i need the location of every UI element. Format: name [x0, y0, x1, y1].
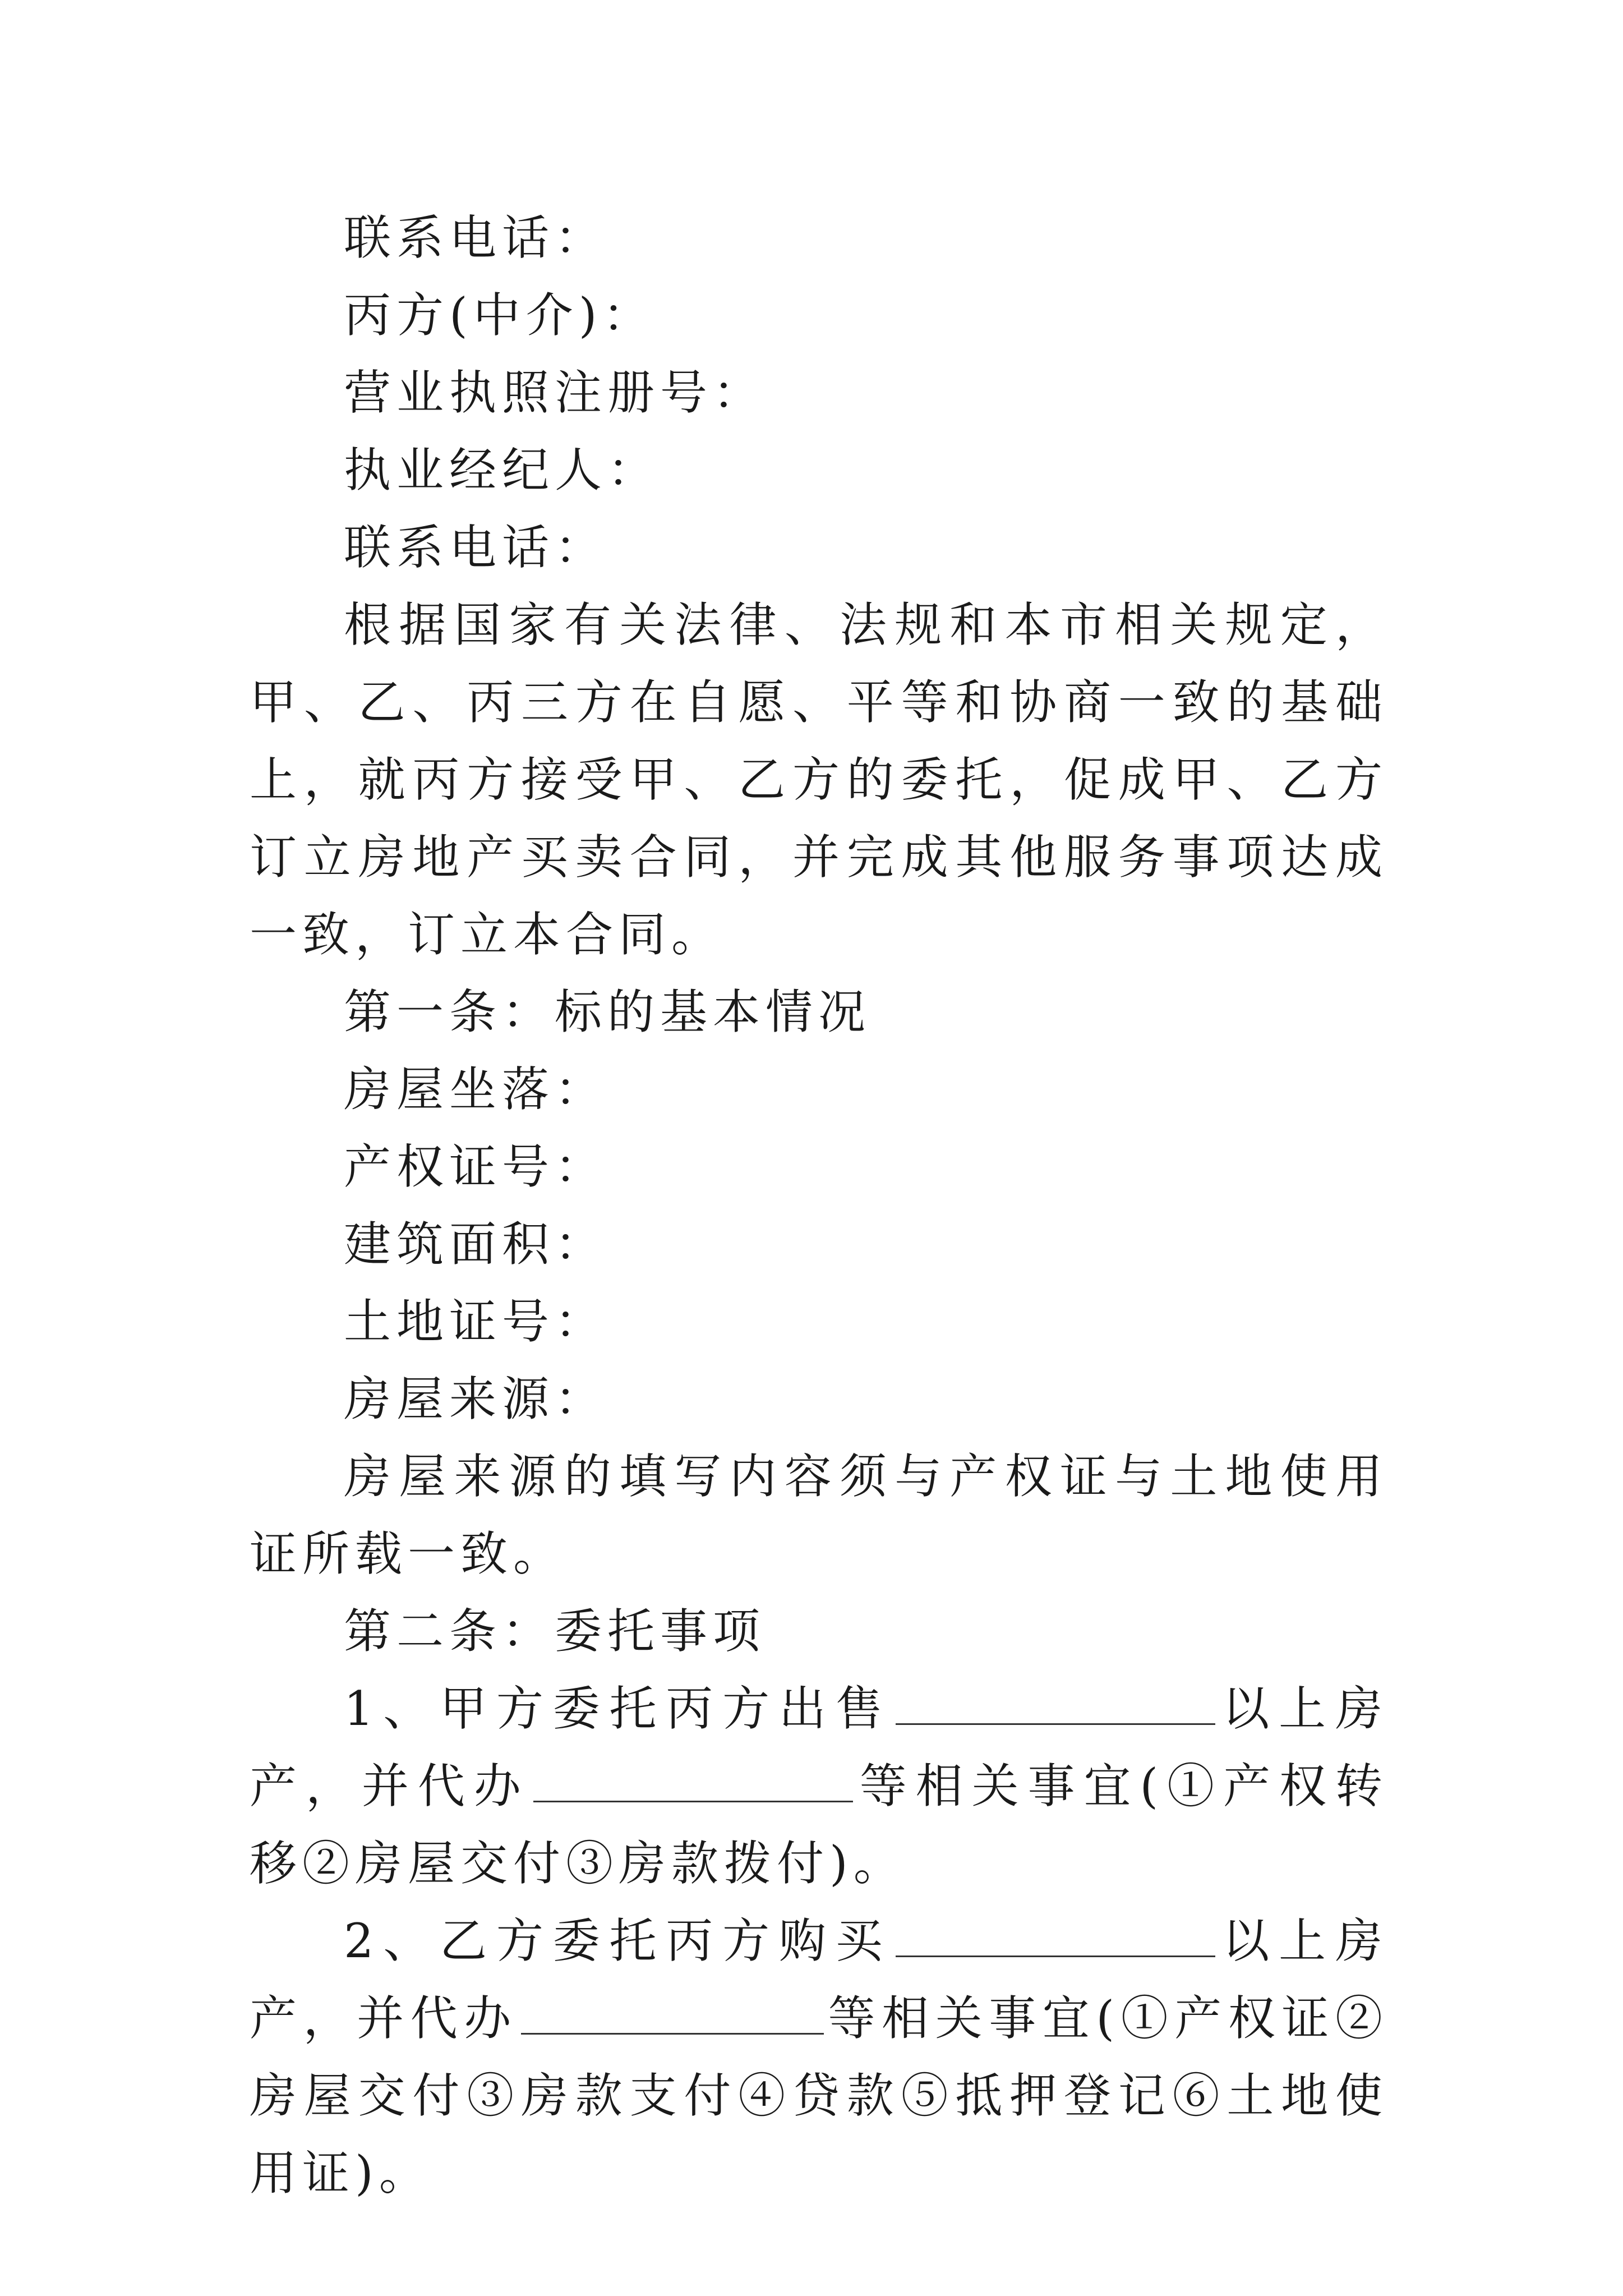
land-certificate-line: 土地证号： [344, 1294, 608, 1349]
document-body [250, 199, 1388, 2212]
party-c-line: 丙方(中介)： [344, 288, 656, 343]
article-2-title: 第二条：委托事项 [344, 1604, 766, 1659]
contact-phone-line-2: 联系电话： [344, 520, 608, 575]
house-source-note: 房屋来源的填写内容须与产权证与土地使用证所载一致。 [250, 1449, 1388, 1581]
item-2-text-b: 以上房产，并代办 [250, 1913, 1388, 2046]
fill-blank-purchase-services[interactable] [521, 1994, 824, 2035]
broker-line: 执业经纪人： [344, 443, 661, 498]
item-1-paragraph [250, 1670, 1388, 1902]
building-area-line: 建筑面积： [344, 1217, 608, 1272]
fill-blank-purchase-property[interactable] [896, 1916, 1215, 1957]
item-1-text-a: 1、甲方委托丙方出售 [344, 1681, 892, 1736]
article-1-title: 第一条：标的基本情况 [344, 984, 872, 1039]
item-2-paragraph [250, 1902, 1388, 2212]
license-number-line: 营业执照注册号： [344, 365, 766, 420]
house-source-line: 房屋来源： [344, 1372, 608, 1427]
fill-blank-sale-property[interactable] [896, 1684, 1215, 1725]
fill-blank-sale-services[interactable] [533, 1761, 853, 1802]
house-location-line: 房屋坐落： [344, 1062, 608, 1117]
item-1-text-c: 等相关事宜(①产权转移②房屋交付③房款拨付)。 [250, 1759, 1388, 1891]
certificate-number-line: 产权证号： [344, 1139, 608, 1194]
item-2-text-a: 2、乙方委托丙方购买 [344, 1913, 892, 1968]
item-2-text-c: 等相关事宜(①产权证②房屋交付③房款支付④贷款⑤抵押登记⑥土地使用证)。 [250, 1991, 1388, 2201]
item-1-text-b: 以上房产，并代办 [250, 1681, 1388, 1814]
intro-paragraph: 根据国家有关法律、法规和本市相关规定，甲、乙、丙三方在自愿、平等和协商一致的基础上，就丙方接受甲、乙方的委托，促成甲、乙方订立房地产买卖合同，并完成其他服务事项达成一致，订立本合同。 [250, 597, 1388, 962]
contact-phone-line: 联系电话： [344, 210, 608, 265]
